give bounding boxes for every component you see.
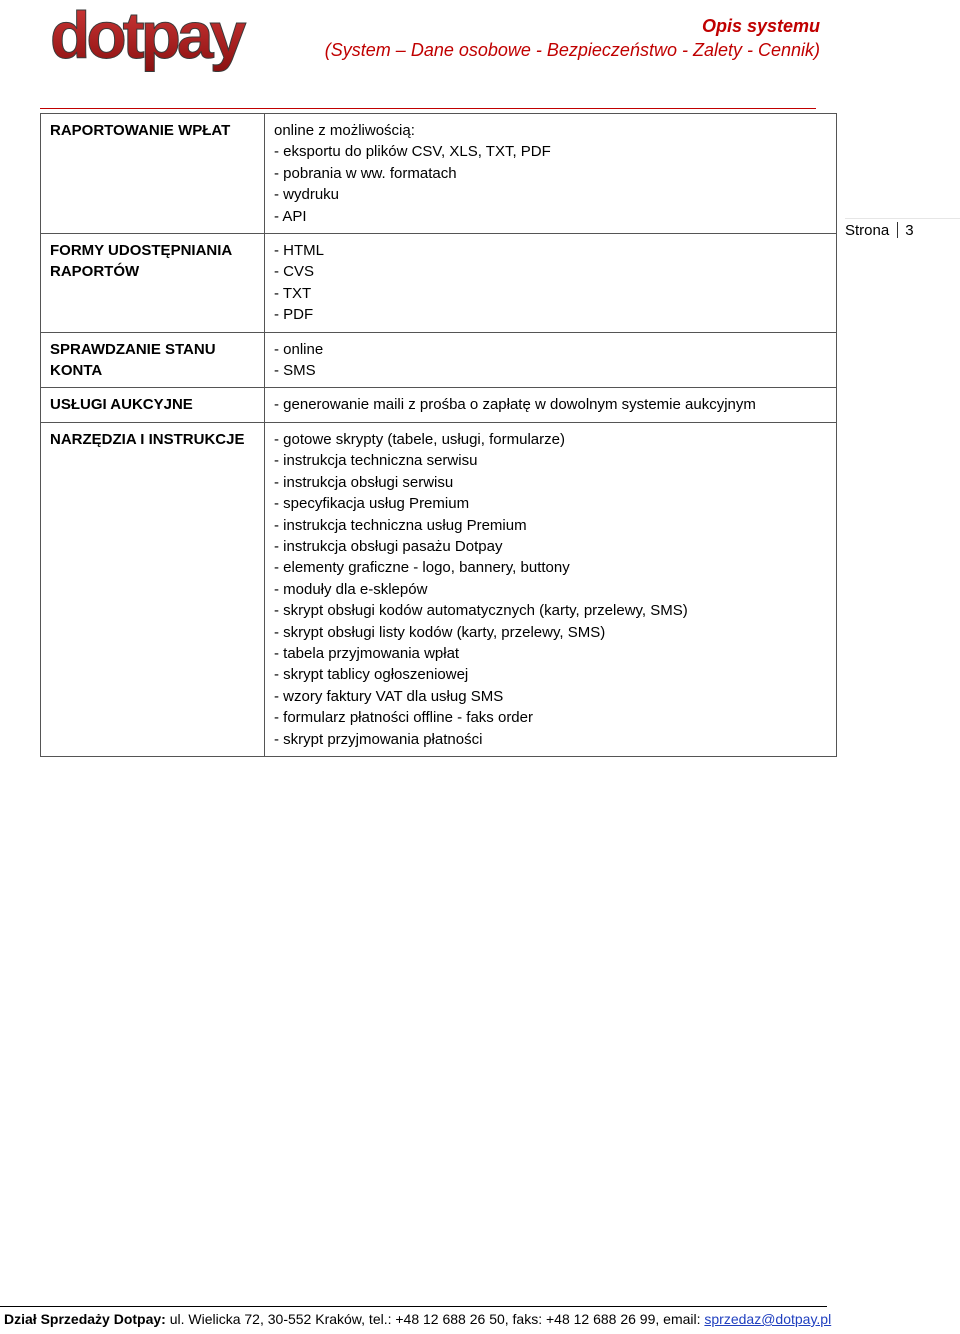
list-item: - CVS: [274, 263, 315, 281]
list-item: - instrukcja obsługi pasażu Dotpay: [274, 537, 503, 555]
page-separator: [897, 222, 898, 238]
dotpay-logo: [48, 6, 263, 80]
features-table: [40, 113, 837, 757]
svg-text:dotpay: dotpay: [50, 6, 243, 72]
list-item: - eksportu do plików CSV, XLS, TXT, PDF: [274, 143, 551, 161]
list-item: - wzory faktury VAT dla usług SMS: [274, 687, 504, 705]
list-item: - TXT: [274, 284, 312, 302]
row-content: [265, 332, 837, 388]
list-item: - pobrania w ww. formatach: [274, 164, 457, 182]
row-label: FORMY UDOSTĘPNIANIA RAPORTÓW: [41, 234, 265, 333]
list-item: - API: [274, 207, 307, 225]
list-item: - wydruku: [274, 186, 340, 204]
row-label: NARZĘDZIA I INSTRUKCJE: [41, 422, 265, 756]
list-item: online z możliwością:: [274, 122, 415, 139]
page-number: [845, 218, 960, 246]
footer-address: ul. Wielicka 72, 30-552 Kraków, tel.: +48 12 688 26 50, faks: +48 12 688 26 99, email:: [165, 1311, 705, 1327]
table-row: [41, 332, 837, 388]
row-content: [265, 114, 837, 234]
footer: [4, 1311, 831, 1327]
page-label: Strona: [845, 222, 890, 239]
header-divider: [40, 108, 816, 109]
document-title: Opis systemu: [701, 16, 820, 36]
list-item: - skrypt obsługi listy kodów (karty, przelewy, SMS): [274, 623, 606, 641]
row-label: RAPORTOWANIE WPŁAT: [41, 114, 265, 234]
list-item: - instrukcja obsługi serwisu: [274, 473, 454, 491]
list-item: - elementy graficzne - logo, bannery, buttony: [274, 559, 570, 577]
footer-email-link[interactable]: sprzedaz@dotpay.pl: [704, 1311, 832, 1327]
list-item: - HTML: [274, 242, 324, 260]
list-item: - online: [274, 340, 324, 358]
list-item: - generowanie maili z prośba o zapłatę w dowolnym systemie aukcyjnym: [274, 396, 756, 414]
list-item: - PDF: [274, 306, 314, 324]
row-label: USŁUGI AUKCYJNE: [41, 388, 265, 422]
row-content: [265, 234, 837, 333]
document-subtitle: (System – Dane osobowe - Bezpieczeństwo - Zalety - Cennik): [324, 40, 820, 60]
list-item: - skrypt tablicy ogłoszeniowej: [274, 666, 469, 684]
table-row: [41, 388, 837, 422]
list-item: - skrypt przyjmowania płatności: [274, 730, 483, 748]
list-item: - formularz płatności offline - faks order: [274, 709, 533, 727]
row-content: [265, 422, 837, 756]
list-item: - instrukcja techniczna usług Premium: [274, 516, 527, 534]
footer-dept: Dział Sprzedaży Dotpay:: [4, 1311, 166, 1327]
table-row: [41, 114, 837, 234]
table-row: [41, 422, 837, 756]
list-item: - gotowe skrypty (tabele, usługi, formularze): [274, 430, 565, 448]
page-value: 3: [905, 222, 914, 239]
list-item: - instrukcja techniczna serwisu: [274, 452, 478, 470]
footer-divider: [0, 1306, 827, 1307]
list-item: - specyfikacja usług Premium: [274, 495, 470, 513]
list-item: - SMS: [274, 362, 316, 380]
row-label: SPRAWDZANIE STANU KONTA: [41, 332, 265, 388]
row-content: [265, 388, 837, 422]
list-item: - skrypt obsługi kodów automatycznych (karty, przelewy, SMS): [274, 602, 688, 620]
list-item: - moduły dla e-sklepów: [274, 580, 428, 598]
list-item: - tabela przyjmowania wpłat: [274, 644, 460, 662]
table-row: [41, 234, 837, 333]
